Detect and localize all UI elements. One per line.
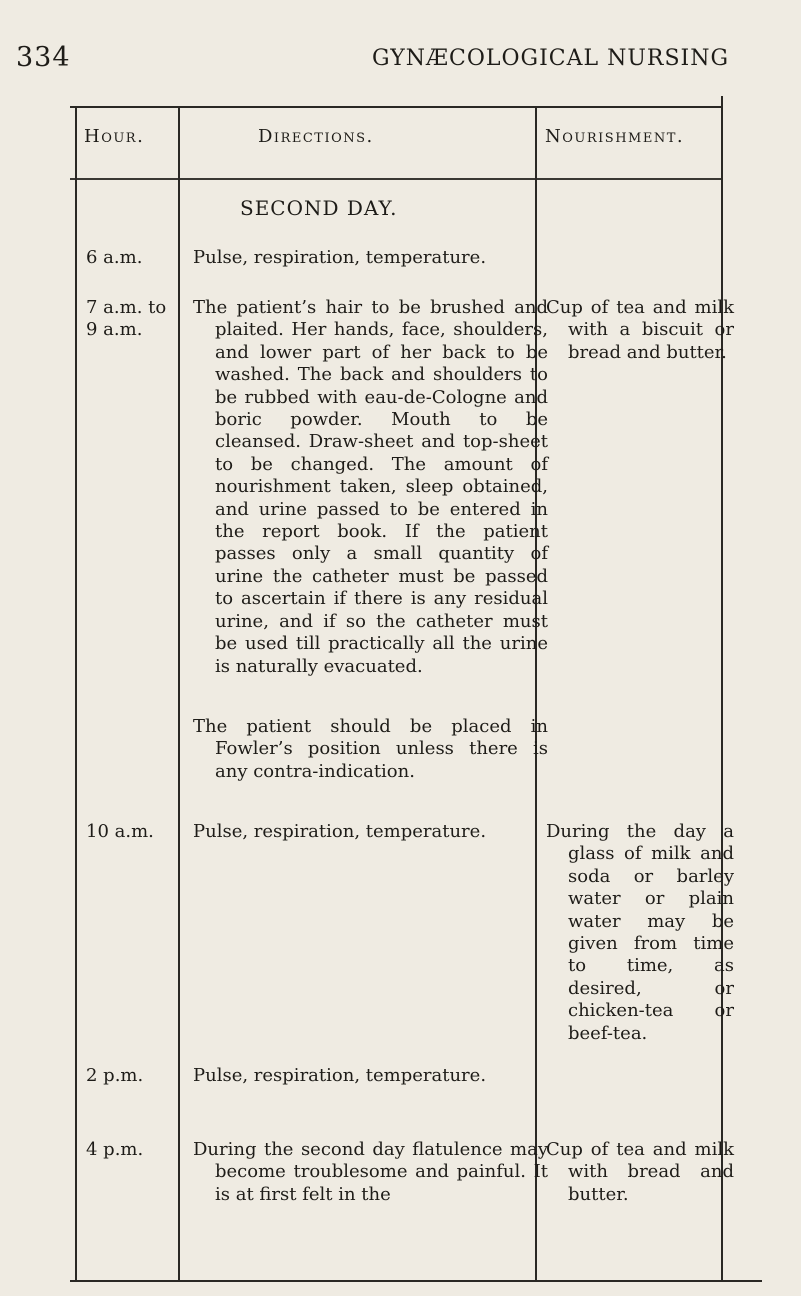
row-directions: The patient’s hair to be brushed and plaited. Her hands, face, shoulders, and lower part of her back to be washed. The back and shoulders to be rubbed with eau-de-Cologne and boric powder. Mouth to be cleansed. Draw-sheet and top-sheet to be changed. The amount of nourishment taken, sleep obtained, and urine passed to be entered in the report book. If the patient passes only a small quantity of urine the catheter must be passed to ascertain if there is any residual urine, and if so the catheter must be used till practically all the urine is naturally evacuated. <box>193 297 548 677</box>
page-number: 334 <box>16 42 71 73</box>
row-nourishment: During the day a glass of milk and soda or barley water or plain water may be given from time to time, as desired, or chicken-tea or beef-tea. <box>546 821 734 1044</box>
row-hour: 2 p.m. <box>86 1065 144 1086</box>
row-directions: Pulse, respiration, temperature. <box>193 247 487 268</box>
row-directions: Pulse, respiration, temperature. <box>193 821 487 842</box>
header-rule <box>70 178 722 180</box>
header-hour: Hour. <box>84 126 145 147</box>
row-hour: 4 p.m. <box>86 1139 144 1160</box>
column-rule-directions <box>535 108 537 1280</box>
row-directions-note: The patient should be placed in Fowler’s position unless there is any contra-indication. <box>193 716 548 782</box>
row-nourishment: Cup of tea and milk with a biscuit or bread and butter. <box>546 297 734 363</box>
column-rule-left <box>75 108 77 1280</box>
row-hour: 10 a.m. <box>86 821 154 842</box>
column-rule-right <box>721 96 723 1280</box>
section-heading: SECOND DAY. <box>240 196 398 220</box>
row-directions: Pulse, respiration, temperature. <box>193 1065 487 1086</box>
table-top-rule <box>70 106 722 108</box>
running-title: GYNÆCOLOGICAL NURSING <box>372 46 730 71</box>
row-nourishment: Cup of tea and milk with bread and butter. <box>546 1139 734 1205</box>
row-hour: 6 a.m. <box>86 247 143 268</box>
table-bottom-rule <box>70 1280 762 1282</box>
header-directions: Directions. <box>258 126 374 147</box>
header-nourishment: Nourishment. <box>545 126 685 147</box>
row-hour: 7 a.m. to 9 a.m. <box>86 297 167 341</box>
column-rule-hour <box>178 108 180 1280</box>
row-directions: During the second day flatulence may become troublesome and painful. It is at first felt in the <box>193 1139 548 1205</box>
